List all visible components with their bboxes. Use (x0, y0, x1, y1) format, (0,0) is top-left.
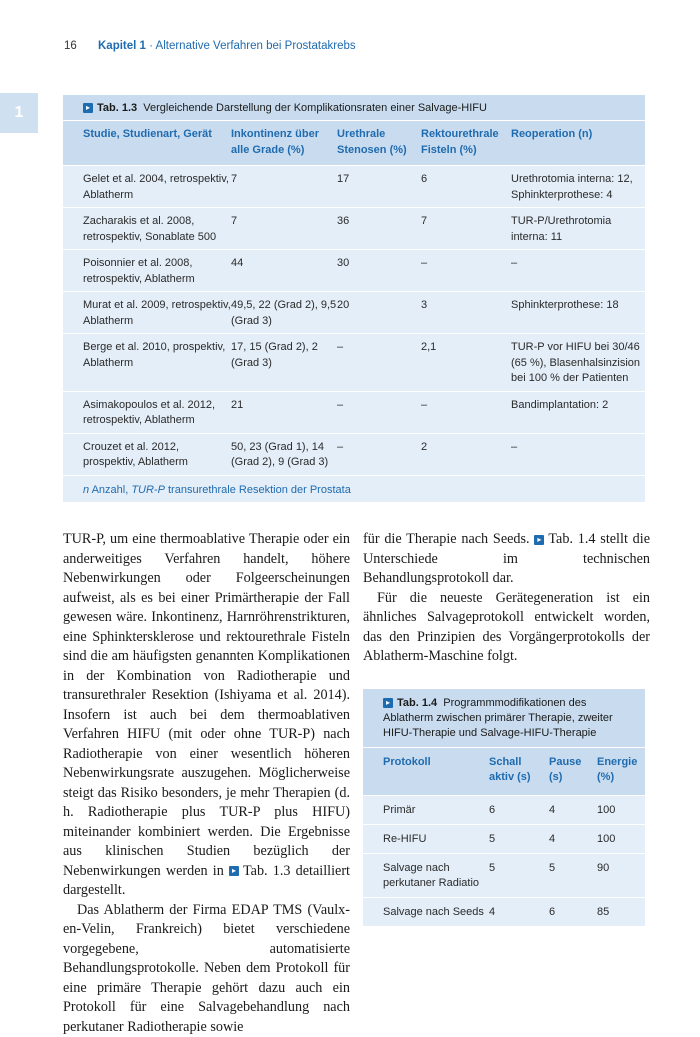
table-row (63, 207, 645, 249)
table-cell: Murat et al. 2009, retrospektiv, Ablatherm (63, 298, 231, 329)
table-cell: 21 (231, 398, 337, 429)
column-header: Protokoll (363, 755, 489, 785)
column-header: Pause (s) (549, 755, 597, 785)
column-header: Energie (%) (597, 755, 645, 785)
table-cell: Poisonnier et al. 2008, retrospektiv, Ablatherm (63, 256, 231, 287)
table-title: Programmmodifikationen des Ablatherm zwischen primärer Therapie, zweiter HIFU-Therapie und Salvage-HIFU-Therapie (383, 697, 613, 739)
table-cell: – (337, 440, 421, 471)
table-cell: 4 (549, 803, 597, 818)
running-header (64, 40, 356, 52)
table-cell: 30 (337, 256, 421, 287)
body-column-left (63, 530, 350, 1037)
table-header-row (63, 120, 645, 165)
paragraph: Das Ablatherm der Firma EDAP TMS (Vaulx-en-Velin, Frankreich) bietet verschiedene vorgegebene, automatisierte Behandlungsprotokolle. Neben dem Protokoll für eine primäre Therapie gehört dazu auch ein Protokoll für eine Salvagebehandlung nach perkutaner Radiotherapie sowie (63, 901, 350, 1037)
table-cell: 7 (421, 214, 511, 245)
column-header: Rektourethrale Fisteln (%) (421, 127, 511, 157)
table-cell: 5 (489, 832, 549, 847)
table-footnote (63, 475, 645, 502)
column-header: Inkontinenz über alle Grade (%) (231, 127, 337, 157)
table-cell: 36 (337, 214, 421, 245)
table-cell: 3 (421, 298, 511, 329)
table-caption (363, 689, 645, 747)
table-row (363, 897, 645, 926)
paragraph-text: stellt die Unterschiede im technischen Behandlungsprotokoll dar. (363, 531, 650, 586)
table-cell: – (337, 398, 421, 429)
table-label: Tab. 1.3 (97, 102, 137, 114)
table-reference-link[interactable]: Tab. 1.4 (548, 531, 595, 547)
table-cell: 50, 23 (Grad 1), 14 (Grad 2), 9 (Grad 3) (231, 440, 337, 471)
table-link-icon[interactable]: ▸ (534, 535, 544, 545)
chapter-title: Alternative Verfahren bei Prostatakrebs (156, 40, 356, 52)
footnote-abbrev: n (83, 484, 89, 496)
table-cell: TUR-P vor HIFU bei 30/46 (65 %), Blasenhalsinzision bei 100 % der Patienten (511, 340, 645, 387)
table-cell: 7 (231, 172, 337, 203)
table-row (363, 795, 645, 824)
table-reference-link[interactable]: Tab. 1.3 (243, 863, 291, 879)
chapter-tab: 1 (0, 93, 38, 133)
table-cell: 6 (421, 172, 511, 203)
table-cell: Zacharakis et al. 2008, retrospektiv, Sonablate 500 (63, 214, 231, 245)
table-cell: Gelet et al. 2004, retrospektiv, Ablatherm (63, 172, 231, 203)
table-row (363, 824, 645, 853)
table-row (63, 391, 645, 433)
footnote-abbrev: TUR-P (131, 484, 165, 496)
table-cell: – (421, 256, 511, 287)
table-cell: Urethrotomia interna: 12, Sphinkterprothese: 4 (511, 172, 645, 203)
table-cell: 44 (231, 256, 337, 287)
paragraph-text: detailliert dargestellt. (63, 863, 350, 899)
paragraph (363, 530, 650, 589)
table-link-icon[interactable]: ▸ (83, 103, 93, 113)
table-row (63, 433, 645, 475)
column-header: Urethrale Stenosen (%) (337, 127, 421, 157)
table-cell: 85 (597, 905, 645, 920)
table-cell: 7 (231, 214, 337, 245)
footnote-text: Anzahl, (89, 484, 131, 496)
table-1-3 (63, 95, 645, 502)
footnote-text: transurethrale Resektion der Prostata (165, 484, 351, 496)
column-header: Reoperation (n) (511, 127, 645, 157)
column-header: Studie, Studienart, Gerät (63, 127, 231, 157)
table-row (63, 165, 645, 207)
table-title: Vergleichende Darstellung der Komplikationsraten einer Salvage-HIFU (143, 102, 487, 114)
table-cell: 17 (337, 172, 421, 203)
table-cell: Primär (363, 803, 489, 818)
paragraph (63, 530, 350, 901)
table-link-icon[interactable]: ▸ (383, 698, 393, 708)
table-cell: 17, 15 (Grad 2), 2 (Grad 3) (231, 340, 337, 387)
body-column-right (363, 530, 650, 667)
table-link-icon[interactable]: ▸ (229, 866, 239, 876)
table-cell: 5 (549, 861, 597, 891)
table-cell: Bandimplantation: 2 (511, 398, 645, 429)
table-cell: Berge et al. 2010, prospektiv, Ablatherm (63, 340, 231, 387)
table-row (63, 249, 645, 291)
table-cell: – (511, 256, 645, 287)
table-cell: Crouzet et al. 2012, prospektiv, Ablatherm (63, 440, 231, 471)
table-cell: Asimakopoulos et al. 2012, retrospektiv, Ablatherm (63, 398, 231, 429)
paragraph-text: TUR-P, um eine thermoablative Therapie oder ein anderweitiges Verfahren handelt, höhere Nebenwirkungen oder Folgeerscheinungen aufweist, als es bei einer Primärtherapie der Fall gewesen wäre. Inkontinenz, Harnröhrenstrikturen, eine Sphinktersklerose und rektourethrale Fisteln sind die am häufigsten genannten Komplikationen in der Kombination von Radiotherapie und transurethraler Resektion (Ishiyama et al. 2014). Insofern ist auch bei dem thermoablativen Verfahren HIFU (mit oder ohne TUR-P) nach Radiotherapie von einer wesentlich höheren Nebenwirkungsrate auszugehen. Möglicherweise steigt das Risiko besonders, je mehr Therapien (d. h. Radiotherapie plus TUR-P plus HIFU) miteinander kombiniert werden. Die Ergebnisse aus klinischen Studien bezüglich der Nebenwirkungen werden in (63, 531, 350, 879)
table-cell: 6 (489, 803, 549, 818)
table-1-4 (363, 689, 645, 926)
paragraph-text: für die Therapie nach Seeds. (363, 531, 534, 547)
table-cell: 4 (489, 905, 549, 920)
table-cell: Sphinkterprothese: 18 (511, 298, 645, 329)
table-cell: 5 (489, 861, 549, 891)
page-number: 16 (64, 40, 77, 52)
table-cell: 2,1 (421, 340, 511, 387)
table-cell: Salvage nach perkutaner Radiatio (363, 861, 489, 891)
table-cell: 90 (597, 861, 645, 891)
table-cell: Salvage nach Seeds (363, 905, 489, 920)
table-label: Tab. 1.4 (397, 697, 437, 709)
table-cell: 20 (337, 298, 421, 329)
table-header-row (363, 747, 645, 795)
table-cell: – (511, 440, 645, 471)
table-row (63, 291, 645, 333)
header-separator: · (146, 40, 156, 52)
table-cell: 6 (549, 905, 597, 920)
table-caption (63, 95, 645, 120)
table-row (363, 853, 645, 897)
paragraph: Für die neueste Gerätegeneration ist ein ähnliches Salvageprotokoll entwickelt worden, das den Prinzipien des Vorgängerprotokolls der Ablatherm-Maschine folgt. (363, 589, 650, 667)
table-cell: TUR-P/Urethrotomia interna: 11 (511, 214, 645, 245)
table-cell: – (421, 398, 511, 429)
table-cell: – (337, 340, 421, 387)
table-cell: 49,5, 22 (Grad 2), 9,5 (Grad 3) (231, 298, 337, 329)
chapter-label: Kapitel 1 (98, 40, 146, 52)
table-cell: 4 (549, 832, 597, 847)
table-cell: 100 (597, 803, 645, 818)
table-row (63, 333, 645, 391)
table-cell: 2 (421, 440, 511, 471)
table-cell: Re-HIFU (363, 832, 489, 847)
table-cell: 100 (597, 832, 645, 847)
column-header: Schall aktiv (s) (489, 755, 549, 785)
